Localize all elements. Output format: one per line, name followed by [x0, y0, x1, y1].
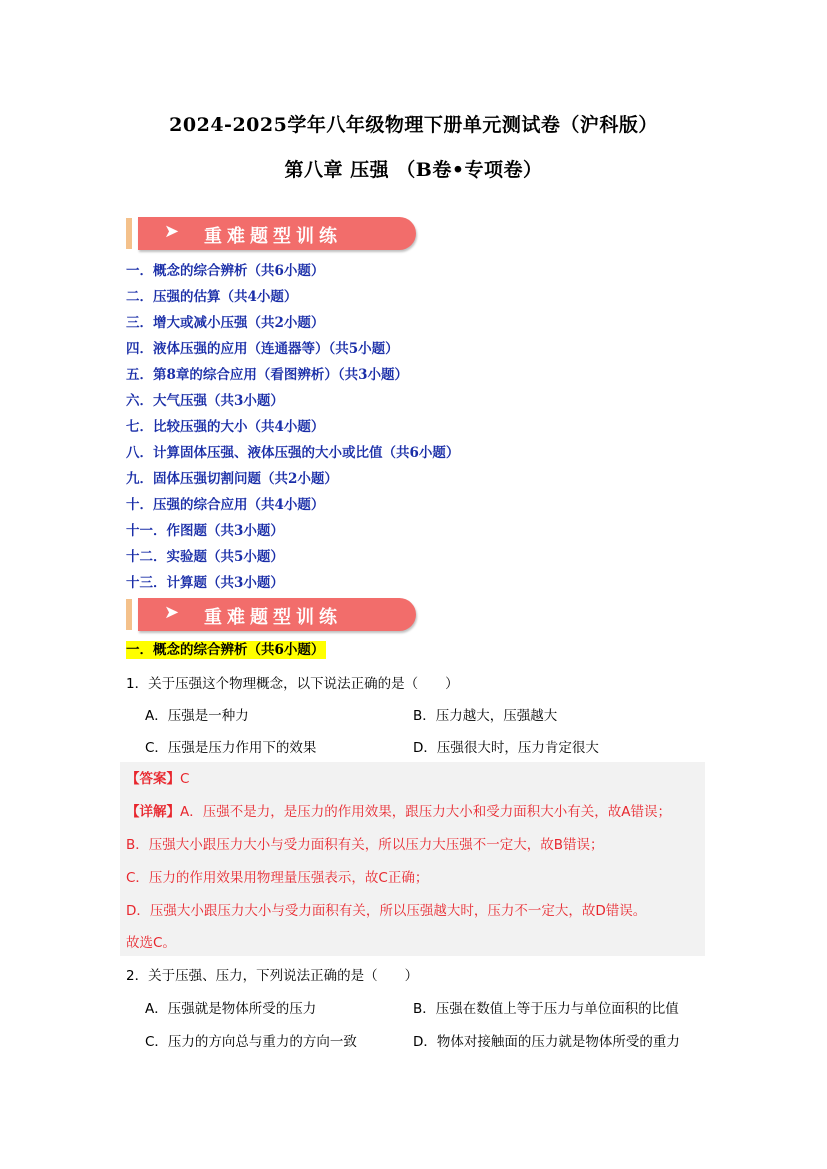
- toc-item: 六．大气压强（共3小题）: [126, 393, 284, 409]
- question-stem: 2．关于压强、压力，下列说法正确的是（ ）: [126, 968, 419, 984]
- question-stem: 1．关于压强这个物理概念，以下说法正确的是（ ）: [126, 676, 459, 692]
- toc-item: 十．压强的综合应用（共4小题）: [126, 497, 325, 513]
- option-d: D．压强很大时，压力肯定很大: [413, 740, 599, 756]
- answer-line: [126, 767, 189, 787]
- toc-item: 十一．作图题（共3小题）: [126, 523, 284, 539]
- detail-label: 【详解】: [126, 804, 180, 820]
- banner-stripe: [126, 599, 132, 630]
- detail-line: B．压强大小跟压力大小与受力面积有关，所以压力大压强不一定大，故B错误；: [126, 837, 604, 853]
- banner-pill: [138, 598, 416, 631]
- detail-line: 故选C。: [126, 935, 176, 951]
- detail-line: D．压强大小跟压力大小与受力面积有关，所以压强越大时，压力不一定大，故D错误。: [126, 903, 647, 919]
- banner-label: 重难题型训练: [204, 226, 342, 247]
- banner-pill: [138, 217, 416, 250]
- option-d: D．物体对接触面的压力就是物体所受的重力: [413, 1034, 680, 1050]
- toc-item: 十三．计算题（共3小题）: [126, 575, 284, 591]
- section-heading: 一．概念的综合辨析（共6小题）: [126, 642, 325, 658]
- option-a: A．压强就是物体所受的压力: [145, 1001, 317, 1017]
- chevron-right-icon: ➤: [164, 602, 180, 623]
- detail-line: [126, 800, 671, 820]
- detail-text: A．压强不是力，是压力的作用效果，跟压力大小和受力面积大小有关，故A错误；: [180, 804, 671, 820]
- detail-line: C．压力的作用效果用物理量压强表示，故C正确；: [126, 870, 429, 886]
- option-b: B．压力越大，压强越大: [413, 708, 558, 724]
- option-a: A．压强是一种力: [145, 708, 249, 724]
- answer-box: [120, 762, 705, 956]
- toc-item: 八．计算固体压强、液体压强的大小或比值（共6小题）: [126, 445, 460, 461]
- toc-item: 十二．实验题（共5小题）: [126, 549, 284, 565]
- toc-item: 四．液体压强的应用（连通器等）（共5小题）: [126, 341, 399, 357]
- toc-item: 五．第8章的综合应用（看图辨析）（共3小题）: [126, 367, 409, 383]
- banner-stripe: [126, 218, 132, 249]
- option-c: C．压强是压力作用下的效果: [145, 740, 317, 756]
- page-subtitle: 第八章 压强 （B卷•专项卷）: [284, 159, 543, 181]
- toc-item: 一．概念的综合辨析（共6小题）: [126, 263, 325, 279]
- answer-label: 【答案】: [126, 771, 180, 787]
- section-banner: [126, 217, 416, 250]
- answer-value: C: [180, 771, 190, 787]
- chevron-right-icon: ➤: [164, 221, 180, 242]
- banner-label: 重难题型训练: [204, 607, 342, 628]
- section-banner: [126, 598, 416, 631]
- toc-item: 七．比较压强的大小（共4小题）: [126, 419, 325, 435]
- toc-item: 九．固体压强切割问题（共2小题）: [126, 471, 338, 487]
- toc-item: 二．压强的估算（共4小题）: [126, 289, 298, 305]
- option-b: B．压强在数值上等于压力与单位面积的比值: [413, 1001, 679, 1017]
- page-title: 2024-2025学年八年级物理下册单元测试卷（沪科版）: [169, 114, 658, 136]
- toc-item: 三．增大或减小压强（共2小题）: [126, 315, 325, 331]
- option-c: C．压力的方向总与重力的方向一致: [145, 1034, 357, 1050]
